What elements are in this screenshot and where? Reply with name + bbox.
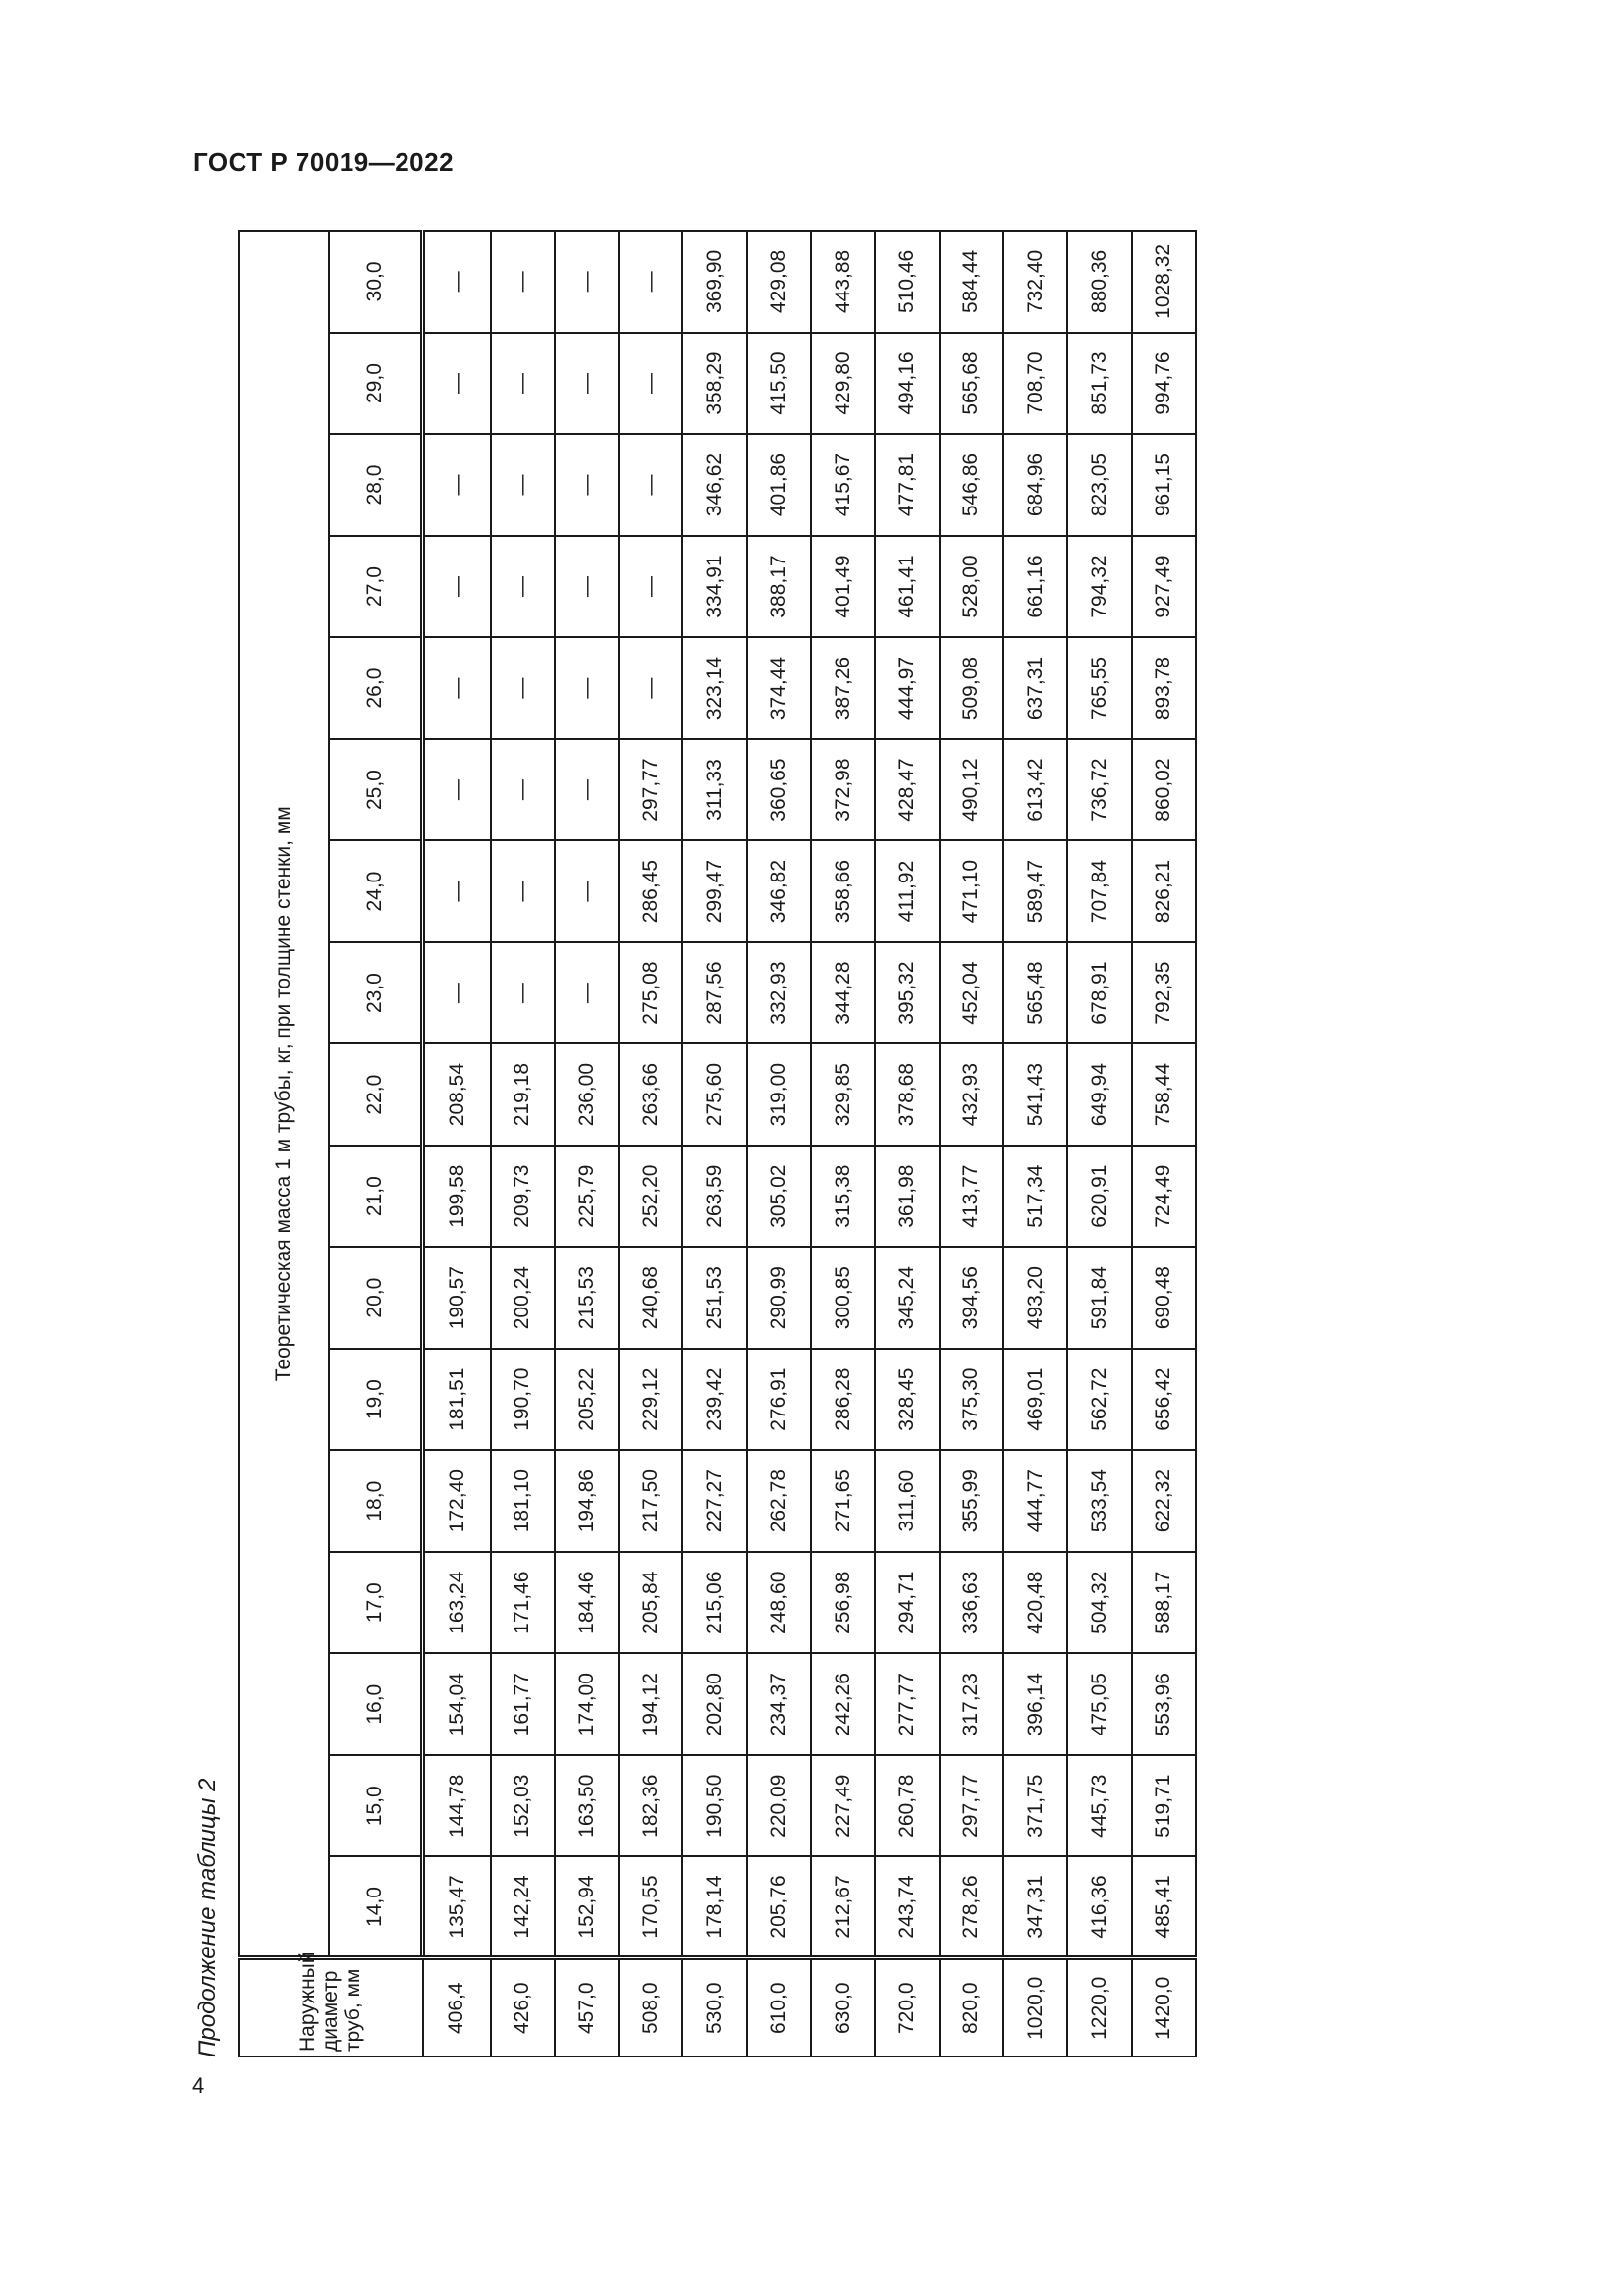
diameter-cell: 1420,0 [1132,1958,1196,2056]
mass-cell: 371,75 [1003,1755,1067,1857]
mass-cell: 851,73 [1067,333,1131,435]
mass-cell: — [491,942,555,1044]
mass-cell: 263,59 [682,1146,746,1248]
mass-cell: 181,10 [491,1450,555,1552]
mass-cell: 588,17 [1132,1552,1196,1654]
mass-cell: 637,31 [1003,637,1067,739]
mass-cell: 328,45 [875,1349,939,1451]
thickness-header-cell: 23,0 [329,942,423,1044]
mass-cell: 251,53 [682,1247,746,1349]
mass-cell: — [423,231,491,333]
mass-cell: 332,93 [747,942,811,1044]
mass-cell: 961,15 [1132,434,1196,536]
mass-cell: 317,23 [940,1653,1003,1755]
table-row [619,231,682,2056]
mass-cell: 758,44 [1132,1043,1196,1146]
mass-cell: 494,16 [875,333,939,435]
mass-cell: 263,66 [619,1043,682,1146]
mass-cell: — [619,231,682,333]
mass-cell: 262,78 [747,1450,811,1552]
mass-cell: 509,08 [940,637,1003,739]
thickness-header-cell: 15,0 [329,1755,423,1857]
diameter-header: Наружный диаметр труб, мм [239,1958,423,2056]
mass-cell: 205,84 [619,1552,682,1654]
mass-cell: — [491,637,555,739]
mass-cell: 358,29 [682,333,746,435]
mass-cell: 135,47 [423,1856,491,1958]
mass-cell: 142,24 [491,1856,555,1958]
mass-cell: 661,16 [1003,536,1067,638]
mass-cell: 294,71 [875,1552,939,1654]
mass-cell: 355,99 [940,1450,1003,1552]
mass-cell: 396,14 [1003,1653,1067,1755]
diameter-cell: 820,0 [940,1958,1003,2056]
mass-cell: 171,46 [491,1552,555,1654]
mass-cell: 220,09 [747,1755,811,1857]
mass-cell: 208,54 [423,1043,491,1146]
mass-cell: 205,76 [747,1856,811,1958]
mass-cell: — [423,333,491,435]
mass-cell: 533,54 [1067,1450,1131,1552]
mass-cell: — [555,536,619,638]
mass-cell: 170,55 [619,1856,682,1958]
document-code: ГОСТ Р 70019—2022 [193,147,455,177]
mass-cell: 200,24 [491,1247,555,1349]
mass-cell: 517,34 [1003,1146,1067,1248]
mass-cell: 278,26 [940,1856,1003,1958]
mass-cell: 311,60 [875,1450,939,1552]
mass-cell: 765,55 [1067,637,1131,739]
mass-cell: 344,28 [811,942,875,1044]
page-number: 4 [192,2073,205,2098]
mass-cell: 649,94 [1067,1043,1131,1146]
mass-cell: 205,22 [555,1349,619,1451]
thickness-header-cell: 25,0 [329,739,423,841]
mass-cell: 504,32 [1067,1552,1131,1654]
mass-cell: 562,72 [1067,1349,1131,1451]
mass-cell: — [423,536,491,638]
thickness-header-cell: 29,0 [329,333,423,435]
mass-cell: 724,49 [1132,1146,1196,1248]
mass-cell: 334,91 [682,536,746,638]
mass-cell: 656,42 [1132,1349,1196,1451]
mass-cell: 358,66 [811,840,875,942]
mass-cell: 286,28 [811,1349,875,1451]
mass-cell: 163,50 [555,1755,619,1857]
mass-cell: 240,68 [619,1247,682,1349]
mass-cell: 469,01 [1003,1349,1067,1451]
mass-cell: 690,48 [1132,1247,1196,1349]
mass-cell: 378,68 [875,1043,939,1146]
table-body [423,231,1197,2056]
mass-cell: 826,21 [1132,840,1196,942]
mass-cell: 217,50 [619,1450,682,1552]
mass-cell: — [619,434,682,536]
table-row [940,231,1003,2056]
mass-cell: 275,08 [619,942,682,1044]
mass-cell: 227,27 [682,1450,746,1552]
mass-cell: — [423,434,491,536]
mass-cell: 315,38 [811,1146,875,1248]
mass-cell: 190,50 [682,1755,746,1857]
mass-cell: 239,42 [682,1349,746,1451]
mass-cell: 927,49 [1132,536,1196,638]
diameter-cell: 426,0 [491,1958,555,2056]
mass-cell: 227,49 [811,1755,875,1857]
diameter-cell: 457,0 [555,1958,619,2056]
mass-cell: 209,73 [491,1146,555,1248]
mass-cell: 452,04 [940,942,1003,1044]
mass-cell: 394,56 [940,1247,1003,1349]
mass-cell: 194,86 [555,1450,619,1552]
mass-cell: 361,98 [875,1146,939,1248]
mass-cell: — [491,434,555,536]
table-row [555,231,619,2056]
thickness-header-cell: 19,0 [329,1349,423,1451]
mass-cell: 242,26 [811,1653,875,1755]
mass-cell: 510,46 [875,231,939,333]
mass-cell: 678,91 [1067,942,1131,1044]
mass-cell: — [491,739,555,841]
mass-cell: — [491,840,555,942]
mass-cell: — [555,231,619,333]
mass-cell: 1028,32 [1132,231,1196,333]
mass-cell: 860,02 [1132,739,1196,841]
mass-cell: 429,08 [747,231,811,333]
mass-cell: 794,32 [1067,536,1131,638]
mass-cell: 490,12 [940,739,1003,841]
mass-cell: 347,31 [1003,1856,1067,1958]
mass-cell: — [423,739,491,841]
mass-cell: 252,20 [619,1146,682,1248]
mass-cell: 248,60 [747,1552,811,1654]
mass-cell: — [491,231,555,333]
mass-cell: 493,20 [1003,1247,1067,1349]
mass-cell: 613,42 [1003,739,1067,841]
mass-cell: 260,78 [875,1755,939,1857]
mass-cell: 620,91 [1067,1146,1131,1248]
mass-cell: 311,33 [682,739,746,841]
mass-cell: 415,50 [747,333,811,435]
mass-cell: — [423,942,491,1044]
mass-cell: 994,76 [1132,333,1196,435]
mass-cell: 345,24 [875,1247,939,1349]
pipe-mass-table [238,230,1197,2057]
mass-cell: 708,70 [1003,333,1067,435]
mass-cell: 336,63 [940,1552,1003,1654]
diameter-cell: 1020,0 [1003,1958,1067,2056]
mass-cell: 519,71 [1132,1755,1196,1857]
mass-cell: — [491,536,555,638]
mass-cell: 190,57 [423,1247,491,1349]
mass-cell: 276,91 [747,1349,811,1451]
thickness-header-cell: 30,0 [329,231,423,333]
table-row [875,231,939,2056]
thickness-header-cell: 28,0 [329,434,423,536]
mass-cell: 413,77 [940,1146,1003,1248]
mass-cell: 443,88 [811,231,875,333]
mass-cell: 565,68 [940,333,1003,435]
thickness-header-cell: 17,0 [329,1552,423,1654]
mass-cell: — [619,536,682,638]
mass-cell: 372,98 [811,739,875,841]
diameter-cell: 630,0 [811,1958,875,2056]
mass-cell: 286,45 [619,840,682,942]
mass-cell: 388,17 [747,536,811,638]
mass-cell: 181,51 [423,1349,491,1451]
mass-cell: 541,43 [1003,1043,1067,1146]
mass-cell: 161,77 [491,1653,555,1755]
thickness-header-row [329,231,423,2056]
mass-cell: 194,12 [619,1653,682,1755]
mass-cell: 256,98 [811,1552,875,1654]
mass-cell: 297,77 [940,1755,1003,1857]
mass-cell: 736,72 [1067,739,1131,841]
mass-cell: 471,10 [940,840,1003,942]
mass-cell: 215,53 [555,1247,619,1349]
mass-cell: — [491,333,555,435]
mass-cell: 319,00 [747,1043,811,1146]
mass-cell: 375,30 [940,1349,1003,1451]
mass-cell: — [423,840,491,942]
thickness-header-cell: 16,0 [329,1653,423,1755]
mass-cell: 212,67 [811,1856,875,1958]
mass-cell: 395,32 [875,942,939,1044]
mass-cell: — [555,637,619,739]
mass-cell: 880,36 [1067,231,1131,333]
mass-cell: 225,79 [555,1146,619,1248]
thickness-header-cell: 26,0 [329,637,423,739]
mass-cell: 346,62 [682,434,746,536]
mass-cell: 444,97 [875,637,939,739]
mass-cell: 485,41 [1132,1856,1196,1958]
mass-cell: 172,40 [423,1450,491,1552]
mass-cell: 290,99 [747,1247,811,1349]
mass-cell: 591,84 [1067,1247,1131,1349]
mass-cell: 215,06 [682,1552,746,1654]
mass-cell: 477,81 [875,434,939,536]
mass-cell: 219,18 [491,1043,555,1146]
mass-cell: 178,14 [682,1856,746,1958]
diameter-cell: 406,4 [423,1958,491,2056]
mass-cell: 893,78 [1132,637,1196,739]
mass-cell: 374,44 [747,637,811,739]
mass-cell: 415,67 [811,434,875,536]
mass-cell: 152,94 [555,1856,619,1958]
mass-cell: 346,82 [747,840,811,942]
table-caption: Продолжение таблицы 2 [194,1778,221,2057]
mass-cell: 792,35 [1132,942,1196,1044]
thickness-header-cell: 24,0 [329,840,423,942]
mass-cell: 323,14 [682,637,746,739]
mass-cell: 305,02 [747,1146,811,1248]
diameter-cell: 508,0 [619,1958,682,2056]
mass-cell: 387,26 [811,637,875,739]
table-row [682,231,746,2056]
diameter-cell: 1220,0 [1067,1958,1131,2056]
mass-cell: 236,00 [555,1043,619,1146]
mass-cell: 243,74 [875,1856,939,1958]
table-row [491,231,555,2056]
thickness-header-cell: 22,0 [329,1043,423,1146]
table-row [1067,231,1131,2056]
mass-cell: 432,93 [940,1043,1003,1146]
mass-cell: 297,77 [619,739,682,841]
rotated-table-container [238,232,1197,2057]
mass-cell: 553,96 [1132,1653,1196,1755]
mass-cell: 475,05 [1067,1653,1131,1755]
mass-cell: 461,41 [875,536,939,638]
mass-cell: — [619,333,682,435]
mass-cell: 428,47 [875,739,939,841]
mass-cell: 182,36 [619,1755,682,1857]
mass-cell: 184,46 [555,1552,619,1654]
mass-cell: 429,80 [811,333,875,435]
mass-cell: 622,32 [1132,1450,1196,1552]
mass-cell: 163,24 [423,1552,491,1654]
table-row [811,231,875,2056]
mass-cell: 329,85 [811,1043,875,1146]
mass-cell: 300,85 [811,1247,875,1349]
mass-cell: 275,60 [682,1043,746,1146]
mass-cell: 174,00 [555,1653,619,1755]
mass-cell: 199,58 [423,1146,491,1248]
mass-cell: — [555,840,619,942]
table-row [1003,231,1067,2056]
mass-cell: 565,48 [1003,942,1067,1044]
thickness-header-cell: 21,0 [329,1146,423,1248]
mass-cell: 707,84 [1067,840,1131,942]
mass-cell: 360,65 [747,739,811,841]
mass-cell: 684,96 [1003,434,1067,536]
mass-header: Теоретическая масса 1 м трубы, кг, при толщине стенки, мм [239,231,329,1958]
mass-cell: 287,56 [682,942,746,1044]
mass-cell: — [555,434,619,536]
thickness-header-cell: 20,0 [329,1247,423,1349]
mass-cell: 190,70 [491,1349,555,1451]
thickness-header-cell: 18,0 [329,1450,423,1552]
diameter-cell: 530,0 [682,1958,746,2056]
mass-cell: 444,77 [1003,1450,1067,1552]
table-row [1132,231,1196,2056]
mass-cell: 229,12 [619,1349,682,1451]
mass-cell: 416,36 [1067,1856,1131,1958]
mass-cell: — [555,942,619,1044]
mass-cell: 732,40 [1003,231,1067,333]
mass-cell: 271,65 [811,1450,875,1552]
table-row [747,231,811,2056]
mass-cell: — [555,333,619,435]
mass-cell: 546,86 [940,434,1003,536]
mass-cell: 589,47 [1003,840,1067,942]
mass-cell: 234,37 [747,1653,811,1755]
mass-cell: 411,92 [875,840,939,942]
mass-cell: 299,47 [682,840,746,942]
mass-cell: — [555,739,619,841]
mass-cell: 823,05 [1067,434,1131,536]
mass-cell: 152,03 [491,1755,555,1857]
mass-cell: 401,86 [747,434,811,536]
mass-cell: 401,49 [811,536,875,638]
table-row [423,231,491,2056]
mass-cell: 369,90 [682,231,746,333]
thickness-header-cell: 14,0 [329,1856,423,1958]
mass-cell: 420,48 [1003,1552,1067,1654]
mass-cell: — [423,637,491,739]
mass-cell: 584,44 [940,231,1003,333]
diameter-cell: 720,0 [875,1958,939,2056]
mass-cell: 202,80 [682,1653,746,1755]
thickness-header-cell: 27,0 [329,536,423,638]
diameter-cell: 610,0 [747,1958,811,2056]
mass-cell: 154,04 [423,1653,491,1755]
mass-cell: — [619,637,682,739]
mass-cell: 445,73 [1067,1755,1131,1857]
mass-cell: 277,77 [875,1653,939,1755]
table-head [239,231,423,2056]
mass-cell: 144,78 [423,1755,491,1857]
mass-cell: 528,00 [940,536,1003,638]
